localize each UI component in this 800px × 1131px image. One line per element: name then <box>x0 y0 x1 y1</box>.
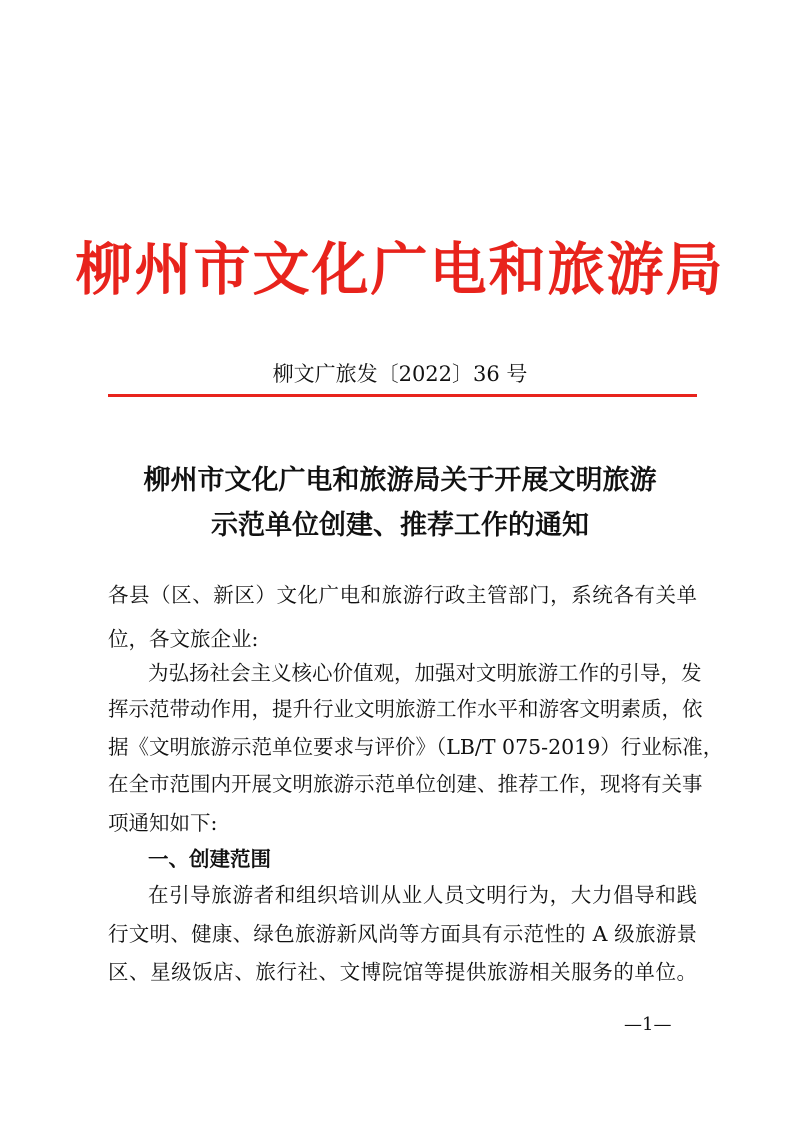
body-line-1: 各县（区、新区）文化广电和旅游行政主管部门，系统各有关单 <box>108 583 697 607</box>
body-line-2: 位，各文旅企业: <box>108 627 259 651</box>
red-divider-line <box>108 394 697 397</box>
body-line-8: 在引导旅游者和组织培训从业人员文明行为，大力倡导和践 <box>148 883 697 907</box>
document-title <box>0 458 800 548</box>
agency-name-header: 柳州市文化广电和旅游局 <box>75 237 725 303</box>
body-line-9: 行文明、健康、绿色旅游新风尚等方面具有示范性的 A 级旅游景 <box>108 922 697 946</box>
body-line-5: 据《文明旅游示范单位要求与评价》（LB/T 075-2019）行业标准， <box>108 735 724 759</box>
document-number: 柳文广旅发〔2022〕36 号 <box>272 362 528 386</box>
title-line-1: 柳州市文化广电和旅游局关于开展文明旅游 <box>143 465 657 496</box>
section-heading-scope: 一、创建范围 <box>148 847 271 871</box>
title-line-2: 示范单位创建、推荐工作的通知 <box>211 510 589 541</box>
page-number: —1— <box>624 1014 672 1035</box>
body-line-10: 区、星级饭店、旅行社、文博院馆等提供旅游相关服务的单位。 <box>108 960 697 984</box>
body-line-4: 挥示范带动作用，提升行业文明旅游工作水平和游客文明素质，依 <box>108 697 703 721</box>
body-line-7: 项通知如下: <box>108 811 218 835</box>
body-line-6: 在全市范围内开展文明旅游示范单位创建、推荐工作，现将有关事 <box>108 772 703 796</box>
body-line-3: 为弘扬社会主义核心价值观，加强对文明旅游工作的引导，发 <box>148 661 702 685</box>
